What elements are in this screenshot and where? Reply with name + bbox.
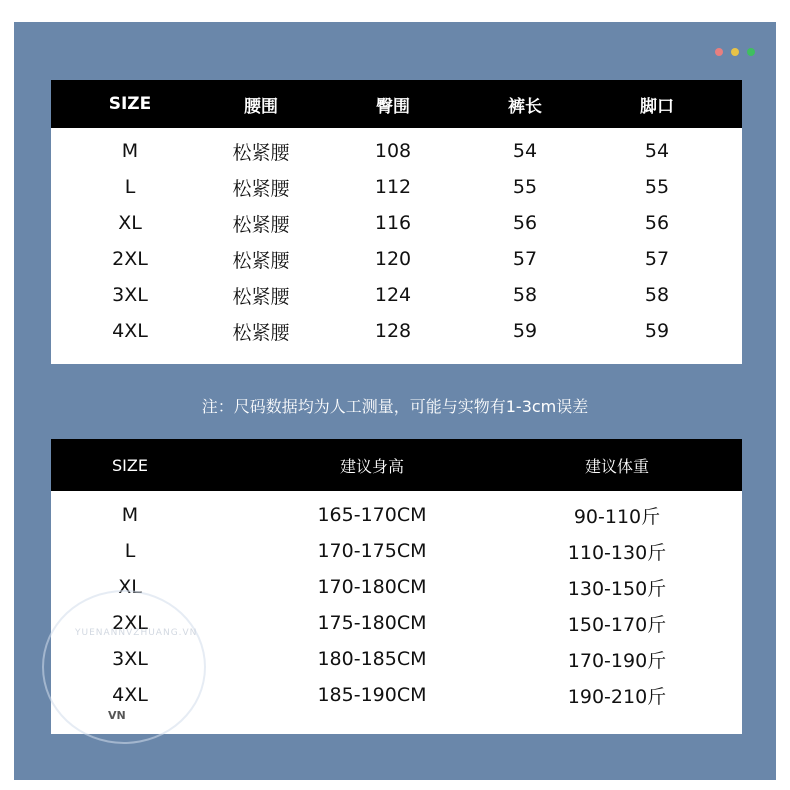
table-cell: 59 xyxy=(644,320,670,342)
table-cell: 170-175CM xyxy=(317,540,427,562)
table-cell: M xyxy=(121,140,139,162)
table-cell: 116 xyxy=(374,212,412,234)
measurement-note: 注：尺码数据均为人工测量，可能与实物有1-3cm误差 xyxy=(201,397,589,416)
window-dots xyxy=(715,48,755,56)
table-cell: 松紧腰 xyxy=(232,213,290,236)
table-cell: 3XL xyxy=(112,284,148,306)
table-cell: 56 xyxy=(512,212,538,234)
table-cell: XL xyxy=(118,576,142,598)
table-row xyxy=(51,241,742,277)
header-hip: 臀围 xyxy=(376,96,410,117)
header-hem: 脚口 xyxy=(640,96,674,117)
table-cell: L xyxy=(124,176,136,198)
watermark-text: YUENANNVZHUANG.VN xyxy=(75,628,198,638)
watermark-vn: VN xyxy=(108,709,126,722)
table-cell: 2XL xyxy=(112,612,148,634)
table-cell: 3XL xyxy=(112,648,148,670)
table-cell: 110-130斤 xyxy=(567,541,667,564)
table-header xyxy=(51,80,742,128)
table-cell: 120 xyxy=(374,248,412,270)
table-cell: 58 xyxy=(644,284,670,306)
table-cell: 128 xyxy=(374,320,412,342)
table-cell: 54 xyxy=(644,140,670,162)
table-cell: 54 xyxy=(512,140,538,162)
table-cell: 松紧腰 xyxy=(232,321,290,344)
table-cell: 185-190CM xyxy=(317,684,427,706)
table-cell: 124 xyxy=(374,284,412,306)
header-size: SIZE xyxy=(108,94,152,114)
table-cell: 130-150斤 xyxy=(567,577,667,600)
table-cell: 55 xyxy=(512,176,538,198)
table-cell: 59 xyxy=(512,320,538,342)
header-waist: 腰围 xyxy=(244,96,278,117)
table-cell: 190-210斤 xyxy=(567,685,667,708)
table-cell: 57 xyxy=(512,248,538,270)
table-cell: M xyxy=(121,504,139,526)
table-cell: L xyxy=(124,540,136,562)
table-cell: 松紧腰 xyxy=(232,249,290,272)
table-cell: 55 xyxy=(644,176,670,198)
table-row xyxy=(51,169,742,205)
table-cell: XL xyxy=(118,212,142,234)
table-cell: 170-180CM xyxy=(317,576,427,598)
green-dot-icon xyxy=(747,48,755,56)
size-measurement-table xyxy=(51,80,742,364)
yellow-dot-icon xyxy=(731,48,739,56)
table-header xyxy=(51,439,742,491)
header-size: SIZE xyxy=(112,455,148,475)
header-weight: 建议体重 xyxy=(584,456,649,476)
table-cell: 松紧腰 xyxy=(232,177,290,200)
table-cell: 4XL xyxy=(112,684,148,706)
table-body xyxy=(51,128,742,349)
table-row xyxy=(51,277,742,313)
table-cell: 108 xyxy=(374,140,412,162)
table-cell: 2XL xyxy=(112,248,148,270)
table-cell: 175-180CM xyxy=(317,612,427,634)
table-cell: 松紧腰 xyxy=(232,285,290,308)
table-cell: 180-185CM xyxy=(317,648,427,670)
table-cell: 56 xyxy=(644,212,670,234)
header-height: 建议身高 xyxy=(339,456,404,476)
table-row xyxy=(51,205,742,241)
header-length: 裤长 xyxy=(508,96,542,117)
table-cell: 4XL xyxy=(112,320,148,342)
table-cell: 165-170CM xyxy=(317,504,427,526)
table-row xyxy=(51,497,742,533)
table-row xyxy=(51,313,742,349)
table-cell: 170-190斤 xyxy=(567,649,667,672)
table-row xyxy=(51,533,742,569)
red-dot-icon xyxy=(715,48,723,56)
table-cell: 松紧腰 xyxy=(232,141,290,164)
table-cell: 58 xyxy=(512,284,538,306)
table-row xyxy=(51,133,742,169)
table-cell: 150-170斤 xyxy=(567,613,667,636)
table-cell: 112 xyxy=(374,176,412,198)
table-cell: 90-110斤 xyxy=(573,505,661,528)
table-cell: 57 xyxy=(644,248,670,270)
